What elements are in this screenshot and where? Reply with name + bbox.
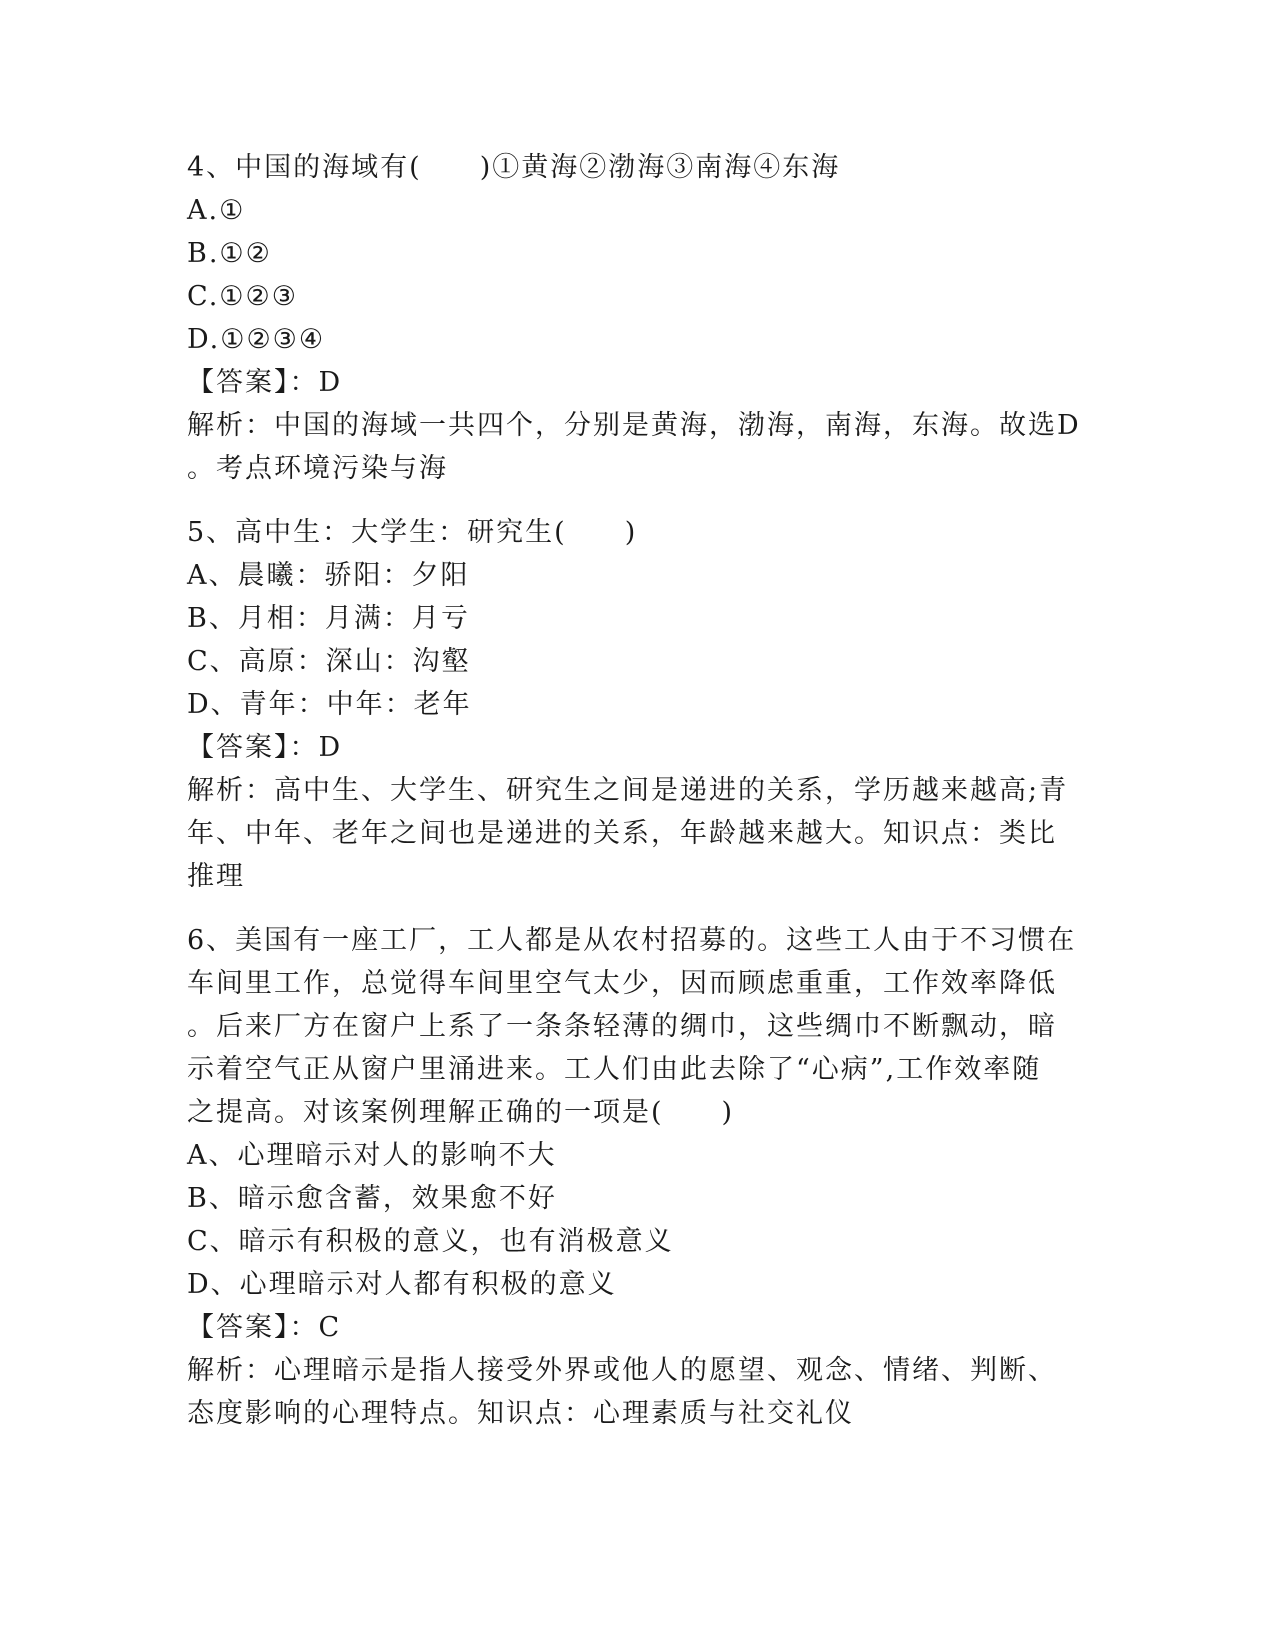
option-d: D、青年：中年：老年 [187,689,472,720]
question-4 [187,146,1087,490]
analysis-line: 解析：高中生、大学生、研究生之间是递进的关系，学历越来越高;青 [187,775,1069,806]
analysis-line: 解析：中国的海域一共四个，分别是黄海，渤海，南海，东海。故选D [187,410,1081,441]
analysis-line: 解析：心理暗示是指人接受外界或他人的愿望、观念、情绪、判断、 [187,1355,1057,1386]
option-d: D.①②③④ [187,324,326,355]
option-a: A、心理暗示对人的影响不大 [187,1140,557,1171]
analysis-line: 推理 [187,861,245,892]
option-a: A.① [187,195,246,226]
option-c: C.①②③ [187,281,298,312]
question-5 [187,511,1087,898]
option-a: A、晨曦：骄阳：夕阳 [187,560,470,591]
question-6 [187,919,1087,1435]
question-stem: 车间里工作，总觉得车间里空气太少，因而顾虑重重，工作效率降低 [187,968,1057,999]
option-b: B.①② [187,238,272,269]
question-stem: 之提高。对该案例理解正确的一项是( ) [187,1097,735,1128]
answer: 【答案】：C [187,1312,342,1343]
question-stem: 5、高中生：大学生：研究生( ) [187,517,638,548]
option-b: B、月相：月满：月亏 [187,603,470,634]
question-stem: 示着空气正从窗户里涌进来。工人们由此去除了“心病”,工作效率随 [187,1054,1042,1085]
document-page [187,146,1087,1435]
question-stem: 6、美国有一座工厂，工人都是从农村招募的。这些工人由于不习惯在 [187,925,1077,956]
analysis-line: 年、中年、老年之间也是递进的关系，年龄越来越大。知识点：类比 [187,818,1057,849]
analysis-line: 态度影响的心理特点。知识点：心理素质与社交礼仪 [187,1398,854,1429]
option-c: C、高原：深山：沟壑 [187,646,471,677]
analysis-line: 。考点环境污染与海 [187,453,448,484]
question-stem: 。后来厂方在窗户上系了一条条轻薄的绸巾，这些绸巾不断飘动，暗 [187,1011,1057,1042]
option-b: B、暗示愈含蓄，效果愈不好 [187,1183,557,1214]
answer: 【答案】：D [187,732,343,763]
option-c: C、暗示有积极的意义，也有消极意义 [187,1226,674,1257]
answer: 【答案】：D [187,367,343,398]
question-stem: 4、中国的海域有( )①黄海②渤海③南海④东海 [187,152,841,183]
option-d: D、心理暗示对人都有积极的意义 [187,1269,617,1300]
